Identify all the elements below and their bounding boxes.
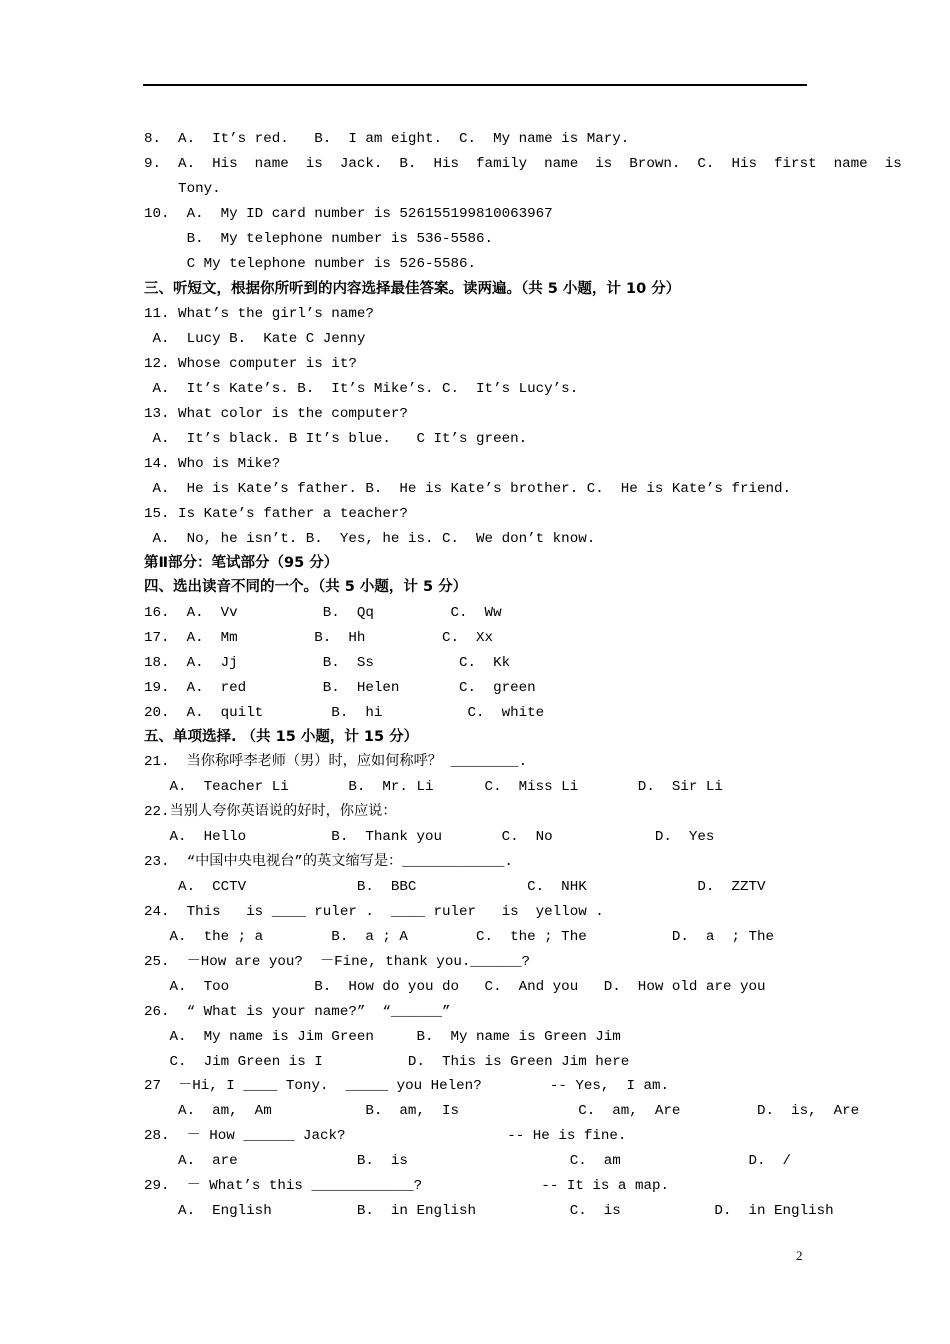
question-line: C. Jim Green is I D. This is Green Jim here <box>144 1054 630 1070</box>
header-rule <box>143 84 807 86</box>
question-line: 16. A. Vv B. Qq C. Ww <box>144 605 502 621</box>
question-line: 13. What color is the computer? <box>144 406 408 422</box>
question-line: A. are B. is C. am D. / <box>144 1153 792 1169</box>
question-line: 9. A. His name is Jack. B. His family name is Brown. C. His first name is <box>144 156 902 172</box>
question-line: 17. A. Mm B. Hh C. Xx <box>144 630 494 646</box>
question-line: 20. A. quilt B. hi C. white <box>144 705 545 721</box>
section-heading: 四、选出读音不同的一个。（共 5 小题，计 5 分） <box>144 579 468 595</box>
question-line: 24. This is ____ ruler . ____ ruler is yellow . <box>144 904 604 920</box>
question-line: A. Teacher Li B. Mr. Li C. Miss Li D. Sir Li <box>144 779 723 795</box>
question-line: A. No, he isn’t. B. Yes, he is. C. We don’t know. <box>144 531 596 547</box>
question-line: 14. Who is Mike? <box>144 456 281 472</box>
section-heading: 第Ⅱ部分：笔试部分（95 分） <box>144 555 339 571</box>
section-heading: 五、单项选择. （共 15 小题，计 15 分） <box>144 729 419 745</box>
question-line: A. He is Kate’s father. B. He is Kate’s brother. C. He is Kate’s friend. <box>144 481 792 497</box>
page-number: 2 <box>796 1248 803 1263</box>
question-line: 23. “中国中央电视台”的英文缩写是：____________. <box>144 854 513 870</box>
question-line: 22.当别人夸你英语说的好时，你应说： <box>144 804 397 820</box>
question-line: 8. A. It’s red. B. I am eight. C. My name is Mary. <box>144 131 630 147</box>
question-line: 28. － How ______ Jack? -- He is fine. <box>144 1128 627 1144</box>
question-line: 21. 当你称呼李老师（男）时，应如何称呼？ ________. <box>144 754 528 770</box>
question-line: A. Lucy B. Kate C Jenny <box>144 331 366 347</box>
question-line: Tony. <box>144 181 221 197</box>
question-line: 29. － What’s this ____________? -- It is a map. <box>144 1178 670 1194</box>
question-line: A. My name is Jim Green B. My name is Green Jim <box>144 1029 621 1045</box>
question-line: 25. －How are you? －Fine, thank you.______? <box>144 954 530 970</box>
question-line: A. the ; a B. a ; A C. the ; The D. a ; The <box>144 929 775 945</box>
question-line: A. Too B. How do you do C. And you D. How old are you <box>144 979 766 995</box>
question-line: 19. A. red B. Helen C. green <box>144 680 536 696</box>
question-line: C My telephone number is 526-5586. <box>144 256 477 272</box>
question-line: A. It’s black. B It’s blue. C It’s green. <box>144 431 528 447</box>
question-line: 11. What’s the girl’s name? <box>144 306 374 322</box>
question-line: A. am, Am B. am, Is C. am, Are D. is, Are <box>144 1103 860 1119</box>
question-line: A. English B. in English C. is D. in English <box>144 1203 834 1219</box>
question-line: B. My telephone number is 536-5586. <box>144 231 494 247</box>
question-line: 15. Is Kate’s father a teacher? <box>144 506 408 522</box>
question-line: A. CCTV B. BBC C. NHK D. ZZTV <box>144 879 766 895</box>
question-line: 12. Whose computer is it? <box>144 356 357 372</box>
section-heading: 三、听短文，根据你所听到的内容选择最佳答案。读两遍。（共 5 小题，计 10 分） <box>144 281 681 297</box>
question-line: 10. A. My ID card number is 526155199810063967 <box>144 206 553 222</box>
question-line: 26. “ What is your name?” “______” <box>144 1004 451 1020</box>
question-line: 27 －Hi, I ____ Tony. _____ you Helen? -- Yes, I am. <box>144 1078 670 1094</box>
question-line: A. It’s Kate’s. B. It’s Mike’s. C. It’s Lucy’s. <box>144 381 579 397</box>
question-line: 18. A. Jj B. Ss C. Kk <box>144 655 511 671</box>
question-line: A. Hello B. Thank you C. No D. Yes <box>144 829 715 845</box>
